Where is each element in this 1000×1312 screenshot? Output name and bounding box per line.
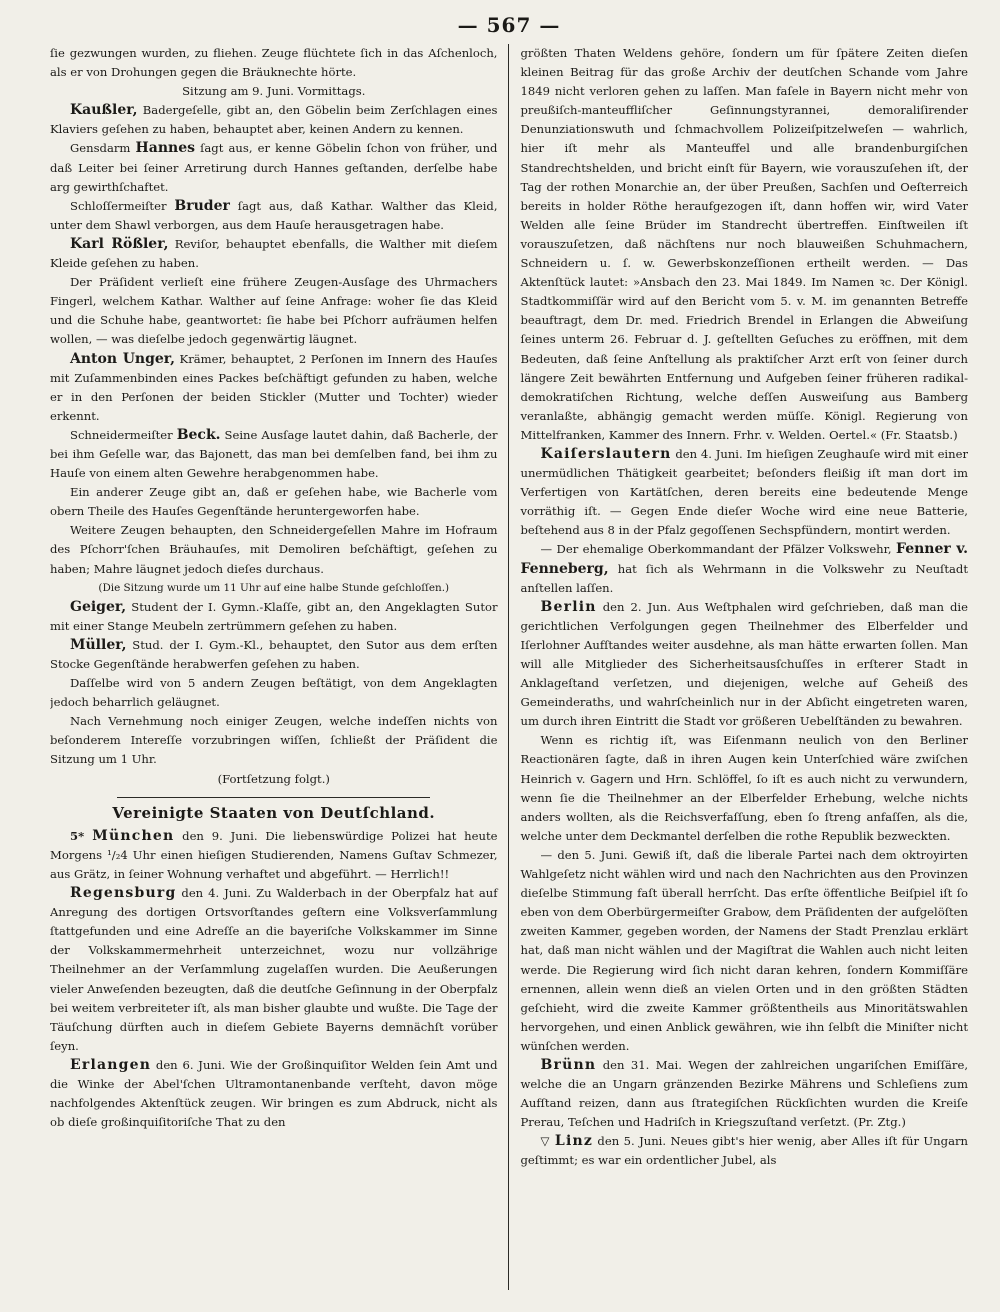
paragraph-text: Krämer, behauptet, 2 Perſonen im Innern des Hauſes mit Zuſammenbinden eines Packes beſchäftigt gefunden zu haben, welche er in den Perſonen der beiden Stickler (Mutter und Tochter) wieder erkennt. [50,351,498,423]
paragraph-text: — Der ehemalige Oberkommandant der Pfälzer Volkswehr, [540,542,897,557]
page-number: — 567 — [457,13,561,37]
dateline-city: München [92,827,175,844]
witness-name: Beck. [176,426,221,443]
dateline-date: den 2. Jun. [596,599,678,614]
dateline-city: Kaiſerslautern [540,445,672,462]
dateline-date: den 31. Mai. [596,1057,689,1072]
witness-name: Kaußler, [70,102,138,119]
paragraph-text: ſagt aus, daß Kathar. Walther das Kleid, unter dem Shawl verborgen, aus dem Hauſe herausgetragen habe. [50,198,498,232]
session-note: (Die Sitzung wurde um 11 Uhr auf eine halbe Stunde geſchloſſen.) [98,581,450,594]
paragraph: Nach Vernehmung noch einiger Zeugen, welche indeſſen nichts von beſonderem Intereſſe vorzubringen wiſſen, ſchließt der Präſident die Sitzung um 1 Uhr. [50,714,498,767]
paragraph: Der Präſident verlieſt eine frühere Zeugen-Ausſage des Uhrmachers Fingerl, welchem Kathar. Walther auf ſeine Anfrage: woher ſie das Kleid und die Schuhe habe, geantwortet: ſie habe bei Pſchorr aufräumen helfen wollen, — was dieſelbe jedoch gegenwärtig läugnet. [50,275,498,347]
left-column [50,44,508,1290]
news-linz [521,1132,969,1170]
paragraph-text: Zu Walderbach in der Oberpfalz hat auf Anregung des dortigen Ortsvorſtandes geſtern eine Volksverſammlung ſtattgefunden und eine Adreſſe an die bayeriſche Volkskammer im Sinne der Volkskammermehrheit unterzeichnet, wozu nur vollzährige Theilnehmer an der Verſammlung zugelaſſen wurden. Die Aeußerungen vieler Anweſenden bezeugten, daß die deutſche Geſinnung in der Oberpfalz bei weitem verbreiteter iſt, als man bisher glaubte und wußte. Die Tage der Täuſchung dürften auch in dieſem Gebiete Bayerns demnächſt vorüber ſeyn. [50,886,498,1053]
paragraph: ſie gezwungen wurden, zu fliehen. Zeuge flüchtete ſich in das Aſchenloch, als er von Drohungen gegen die Bräuknechte hörte. [50,46,498,80]
testimony-bruder [50,197,498,235]
witness-name: Karl Rößler, [70,235,169,252]
dateline-mark: 5* [70,828,93,843]
paragraph-text: Badergeſelle, gibt an, den Göbelin beim Zerſchlagen eines Klaviers geſehen zu haben, behauptet aber, keinen Andern zu kennen. [50,103,498,137]
news-bruenn [521,1056,969,1132]
news-fenneberg [521,540,969,597]
witness-name: Geiger, [70,598,127,615]
dateline-city: Berlin [540,598,597,615]
dateline-city: Regensburg [70,885,177,902]
right-column [509,44,969,1290]
witness-name: Anton Unger, [70,350,176,367]
dateline-city: Erlangen [70,1056,152,1073]
paragraph: Ein anderer Zeuge gibt an, daß er geſehen habe, wie Bacherle vom obern Theile des Hauſes Gegenſtände heruntergeworfen habe. [50,485,498,519]
dateline-date: den 6. Juni. [151,1057,231,1072]
testimony-kaussler [50,101,498,139]
testimony-beck [50,426,498,483]
paragraph-text: Schneidermeiſter [70,427,177,442]
news-kaiserslautern [521,445,969,540]
paragraph-text: ſagt aus, er kenne Göbelin ſchon von früher, und daß Leiter bei ſeiner Arretirung durch Hannes geſtanden, derſelbe habe arg gewirthſchaftet. [50,141,498,194]
paragraph: größten Thaten Weldens gehöre, ſondern um für ſpätere Zeiten dieſen kleinen Beitrag für das große Archiv der deutſchen Schande vom Jahre 1849 nicht verloren gehen zu laſſen. Man faſele in Bayern nicht mehr von preußiſch-manteuffliſcher Geſinnungstyrannei, demoraliſirender Denunziationswuth und ſchmachvollem Polizeiſpitzelweſen — wahrlich, hier iſt mehr als Manteuffel und alle brandenburgiſchen Standrechtshelden, und bricht einſt für Bayern, wie vorauszuſehen iſt, der Tag der rothen Monarchie an, der über Preußen, Sachſen und Oeſterreich bereits in holder Röthe heraufgezogen iſt, dann hoffen wir, wird Vater Welden alle ſeine Brüder im Standrecht übertreffen. Einſtweilen iſt vorauszuſetzen, daß nächſtens nur noch blauweißen Schuhmachern, Schneidern u. ſ. w. Gewerbskonzeſſionen ertheilt werden. — Das Aktenſtück lautet: »Ansbach den 23. Mai 1849. Im Namen ꝛc. Der Königl. Stadtkommiſſär wird auf den Bericht vom 5. v. M. im genannten Betreffe beauftragt, dem Dr. med. Friedrich Brendel in Erlangen die Abweiſung ſeines unterm 26. Februar d. J. geſtellten Geſuches zu eröffnen, mit dem Bedeuten, daß ſeine Anſtellung als praktiſcher Arzt erſt von ſeiner durch längere Zeit bewährten Entfernung und Aufgeben ſeiner früheren radikal-demokratiſchen Richtung, welche deſſen Ausweiſung aus Bamberg veranlaßte, abhängig gemacht werden müſſe. Königl. Regierung von Mittelfranken, Kammer des Innern. Frhr. v. Welden. Oertel.« (Fr. Staatsb.) [520,46,968,442]
paragraph-text: Reviſor, behauptet ebenfalls, die Walther mit dieſem Kleide geſehen zu haben. [50,236,498,271]
session-heading: Sitzung am 9. Juni. Vormittags. [182,84,366,99]
triangle-icon: ▽ [540,1134,555,1149]
testimony-roessler [50,235,498,273]
dateline-date: den 9. Juni. [174,828,266,843]
witness-name: Hannes [135,140,195,157]
paragraph-text: hat ſich als Wehrmann in die Volkswehr zu Neuſtadt anſtellen laſſen. [520,561,968,595]
witness-name: Bruder [174,197,230,214]
dateline-city: Linz [554,1133,594,1150]
testimony-unger [50,350,498,426]
news-erlangen [50,1056,498,1132]
paragraph-text: Schloſſermeiſter [70,198,175,213]
witness-name: Müller, [70,636,127,653]
paragraph-text: Aus Weſtphalen wird geſchrieben, daß man die gerichtlichen Verfolgungen gegen Theilnehmer des Elberfelder und Iſerlohner Aufſtandes weiter ausdehne, als man hätte erwarten ſollen. Man will alle Mitglieder des Sicherheitsausſchuſſes in erſterer Stadt in Anklageſtand verſetzen, und diejenigen, welche auf Geheiß des Gemeinderaths, und wahrſcheinlich nur in der Abſicht eingetreten waren, um durch ihren Eintritt die Stadt vor größeren Uebelſtänden zu bewahren. [520,599,968,729]
paragraph-text: Neues gibt's hier wenig, aber Alles iſt für Ungarn geſtimmt; es war ein ordentlicher Jubel, als [520,1134,968,1168]
testimony-hannes [50,139,498,196]
dateline-date: den 4. Juni. [176,886,257,901]
paragraph-text: Seine Ausſage lautet dahin, daß Bacherle, der bei ihm Geſelle war, das Bajonett, das man bei demſelben fand, bei ihm zu Hauſe von einem alten Gewehre herabgenommen habe. [50,427,498,481]
testimony-geiger [50,598,498,636]
paragraph-text: Stud. der I. Gym.-Kl., behauptet, den Sutor aus dem erſten Stocke Gegenſtände herabwerfen geſehen zu haben. [50,637,498,671]
dateline-date: den 4. Juni. [671,446,747,461]
news-regensburg [50,884,498,1056]
paragraph-text: Wie der Großinquiſitor Welden ſein Amt und die Winke der Abel'ſchen Ultramontanenbande verſteht, davon möge nachfolgendes Aktenſtück zeugen. Wir bringen es zum Abdruck, nicht als ob dieſe großinquiſitoriſche That zu den [50,1057,498,1130]
paragraph: Wenn es richtig iſt, was Eiſenmann neulich von den Berliner Reactionären ſagte, daß in ihren Augen kein Unterſchied wäre zwiſchen Heinrich v. Gagern und Hrn. Schlöffel, ſo iſt es auch nicht zu verwundern, wenn ſie die Theilnehmer an der Elberfelder Erhebung, welche nichts anders wollten, als die Reichsverfaſſung, eben ſo ſtreng anfaſſen, als die, welche unter dem Deckmantel derſelben die rothe Republik bezweckten. [520,733,968,843]
dateline-city: Brünn [540,1056,597,1073]
person-name: Fenner v. Fenneberg, [520,541,968,577]
paragraph: Weitere Zeugen behaupten, den Schneidergeſellen Mahre im Hofraum des Pſchorr'ſchen Bräuhauſes, mit Demoliren beſchäftigt, geſehen zu haben; Mahre läugnet jedoch dieſes durchaus. [50,523,498,576]
paragraph: Daſſelbe wird von 5 andern Zeugen beſtätigt, von dem Angeklagten jedoch beharrlich geläugnet. [50,676,498,710]
paragraph-text: Die liebenswürdige Polizei hat heute Morgens ¹/₂4 Uhr einen hieſigen Studierenden, Namens Guſtav Schmezer, aus Grätz, in ſeiner Wohnung verhaftet und abgeführt. — Herrlich!! [50,828,498,881]
dateline-date: den 5. Juni. [593,1134,671,1149]
paragraph: — den 5. Juni. Gewiß iſt, daß die liberale Partei nach dem oktroyirten Wahlgeſetz nicht wählen wird und nach den Nachrichten aus den Provinzen dieſelbe Stimmung faſt überall herrſcht. Das erſte öffentliche Beiſpiel iſt ſo eben von dem Oberbürgermeiſter Grabow, dem Präſidenten der aufgelöſten zweiten Kammer, gegeben worden, der Namens der Stadt Prenzlau erklärt hat, daß man nicht wählen und der Magiſtrat die Wahlen auch nicht leiten werde. Die Regierung wird ſich nicht daran kehren, ſondern Kommiſſäre ernennen, allein wenn dieß an vielen Orten und in den größten Städten geſchieht, wird die zweite Kammer größtentheils aus Minoritätswahlen hervorgehen, und einen Anblick gewähren, wie ihn ſelbſt die Miniſter nicht wünſchen werden. [520,847,968,1053]
paragraph-text: Im hieſigen Zeughauſe wird mit einer unermüdlichen Thätigkeit gearbeitet; beſonders fleißig iſt man dort im Verfertigen von Kartätſchen, deren bereits eine bedeutende Menge vorräthig iſt. — Gegen Ende dieſer Woche wird eine neue Batterie, beſtehend aus 8 in der Pfalz gegoſſenen Sechspfündern, montirt werden. [520,446,968,538]
columns [50,44,968,1290]
continuation-note: (Fortſetzung folgt.) [217,771,330,786]
paragraph-text: Wegen der zahlreichen ungariſchen Emiſſäre, welche die an Ungarn gränzenden Bezirke Mährens und Schleſiens zum Aufſtand reizen, dann aus ſtrategiſchen Rückſichten wurden die Kreiſe Prerau, Teſchen und Hadriſch in Kriegszuſtand verſetzt. (Pr. Ztg.) [520,1057,968,1130]
testimony-mueller [50,636,498,674]
news-berlin [521,598,969,732]
news-muenchen [50,827,498,884]
paragraph-text: Student der I. Gymn.-Klaſſe, gibt an, den Angeklagten Sutor mit einer Stange Meubeln zertrümmern geſehen zu haben. [50,599,498,633]
paragraph-text: Gensdarm [70,141,136,156]
section-heading: Vereinigte Staaten von Deutſchland. [50,797,498,823]
